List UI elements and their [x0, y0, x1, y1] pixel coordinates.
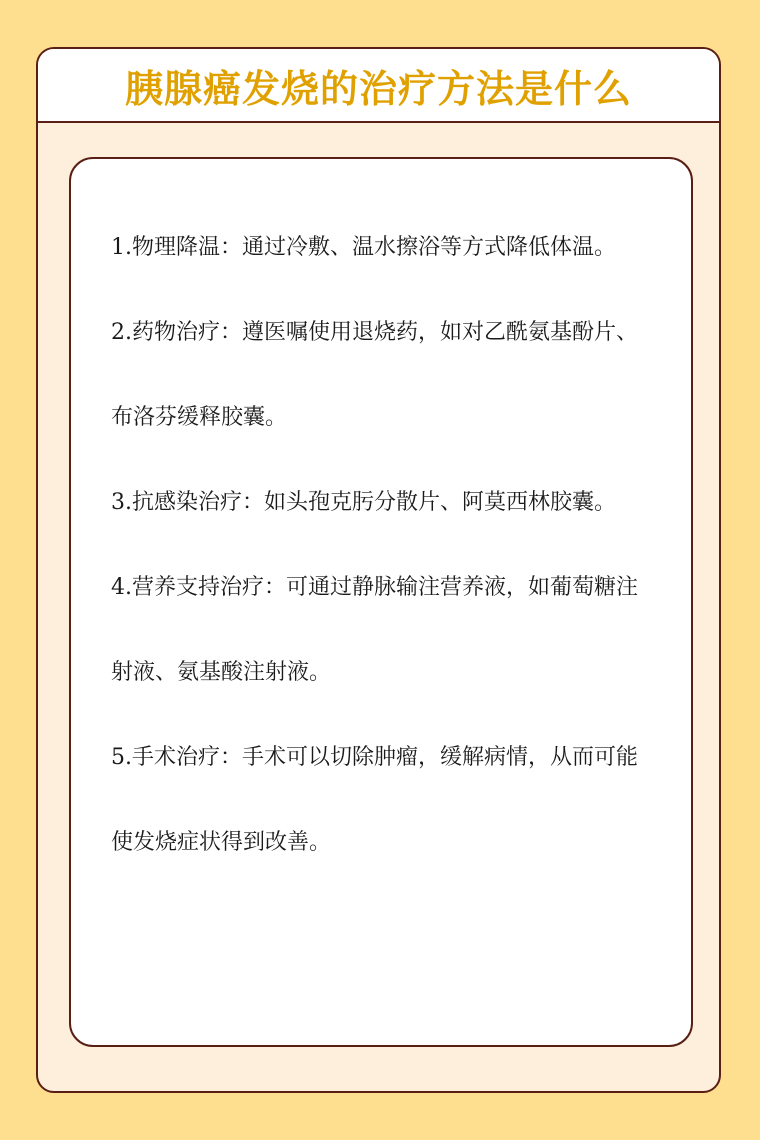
item-text: 手术治疗：手术可以切除肿瘤，缓解病情，从而可能使发烧症状得到改善。 — [111, 745, 639, 855]
page-title: 胰腺癌发烧的治疗方法是什么 — [124, 66, 632, 111]
item-text: 抗感染治疗：如头孢克肟分散片、阿莫西林胶囊。 — [132, 490, 617, 515]
list-item — [111, 460, 641, 545]
item-number: 3. — [111, 490, 132, 515]
item-number: 2. — [111, 320, 132, 345]
item-text: 营养支持治疗：可通过静脉输注营养液，如葡萄糖注射液、氨基酸注射液。 — [111, 575, 639, 685]
item-number: 1. — [111, 235, 132, 260]
item-number: 4. — [111, 575, 132, 600]
item-text: 物理降温：通过冷敷、温水擦浴等方式降低体温。 — [132, 235, 617, 260]
outer-card — [36, 47, 721, 1093]
treatment-list — [111, 205, 641, 885]
title-bar — [38, 49, 719, 123]
content-card — [69, 157, 693, 1047]
item-number: 5. — [111, 745, 132, 770]
list-item — [111, 290, 641, 460]
item-text: 药物治疗：遵医嘱使用退烧药，如对乙酰氨基酚片、布洛芬缓释胶囊。 — [111, 320, 639, 430]
list-item — [111, 205, 641, 290]
list-item — [111, 545, 641, 715]
list-item — [111, 715, 641, 885]
